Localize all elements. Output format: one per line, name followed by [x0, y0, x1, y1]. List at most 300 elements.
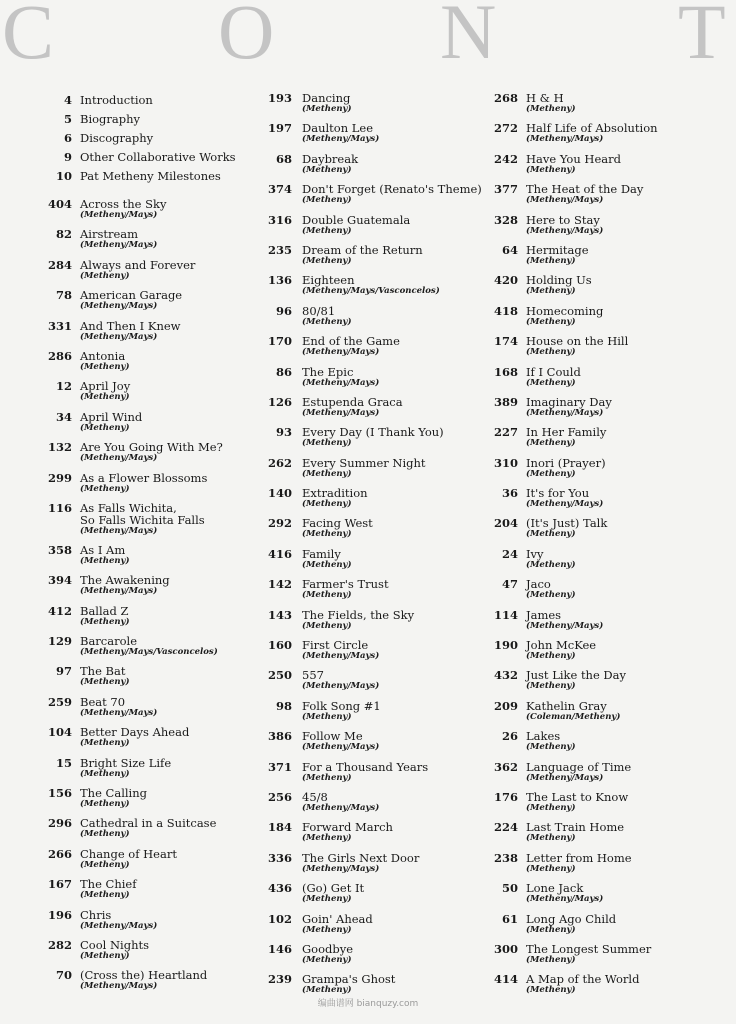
- toc-entry: [222, 453, 452, 483]
- song-title: Lakes: [526, 729, 561, 744]
- composer-credit: (Metheny): [302, 954, 352, 965]
- page-number: 129: [47, 634, 72, 649]
- toc-entry: [446, 878, 676, 908]
- song-title: Other Collaborative Works: [80, 150, 236, 164]
- song-title: House on the Hill: [526, 334, 629, 349]
- song-title: Cool Nights: [80, 937, 150, 952]
- toc-entry: [222, 483, 452, 513]
- page-number: 168: [493, 364, 518, 379]
- composer-credit: (Metheny): [526, 255, 576, 266]
- toc-entry: [222, 422, 452, 452]
- toc-entry: [0, 346, 230, 376]
- toc-entry: [446, 939, 676, 969]
- song-title: And Then I Knew: [80, 318, 181, 333]
- page-number: 242: [493, 151, 518, 166]
- song-title: Ivy: [526, 546, 544, 561]
- page-number: 316: [267, 212, 292, 227]
- intro-list: [0, 88, 236, 183]
- composer-credit: (Metheny): [526, 833, 576, 844]
- page-number: 436: [267, 881, 292, 896]
- composer-credit: (Metheny/Mays): [80, 586, 158, 597]
- intro-entry: [0, 126, 230, 145]
- composer-credit: (Metheny/Mays): [80, 525, 158, 536]
- composer-credit: (Metheny/Mays): [80, 301, 158, 312]
- toc-entry: [446, 635, 676, 665]
- page-number: 160: [267, 638, 292, 653]
- song-title: The Girls Next Door: [302, 850, 420, 865]
- composer-credit: (Metheny): [80, 616, 130, 627]
- composer-credit: (Metheny): [302, 499, 352, 510]
- page-number: 389: [493, 394, 518, 409]
- page-number: 93: [275, 425, 292, 440]
- composer-credit: (Metheny/Mays): [302, 347, 380, 358]
- song-title: Follow Me: [302, 729, 363, 744]
- toc-entry: [446, 817, 676, 847]
- toc-entry: [222, 939, 452, 969]
- page-number: 82: [55, 227, 72, 242]
- banner-letter: N: [440, 0, 497, 75]
- song-title: Just Like the Day: [526, 668, 627, 683]
- composer-credit: (Metheny): [302, 104, 352, 114]
- song-title: Beat 70: [80, 694, 126, 709]
- song-title: Better Days Ahead: [80, 725, 190, 740]
- composer-credit: (Metheny/Mays): [526, 195, 604, 206]
- composer-credit: (Metheny/Mays): [302, 742, 380, 753]
- composer-credit: (Metheny/Mays): [526, 134, 604, 145]
- toc-entry: [0, 285, 230, 315]
- song-title: The Longest Summer: [526, 941, 652, 956]
- composer-credit: (Metheny): [80, 392, 130, 403]
- intro-entry: [0, 88, 230, 107]
- toc-entry: [222, 787, 452, 817]
- page-number: 296: [47, 816, 72, 831]
- song-title: The Chief: [80, 877, 137, 892]
- song-title: Letter from Home: [526, 850, 632, 865]
- toc-entry: [222, 331, 452, 361]
- song-title: Lone Jack: [526, 881, 584, 896]
- page-number: 386: [267, 729, 292, 744]
- toc-entry: [446, 696, 676, 726]
- composer-credit: (Metheny): [526, 954, 576, 965]
- page-number: 24: [501, 546, 518, 561]
- toc-entry: [0, 498, 230, 540]
- song-title: Every Day (I Thank You): [302, 425, 444, 440]
- page-number: 256: [267, 789, 292, 804]
- composer-credit: (Metheny/Mays): [80, 453, 158, 464]
- page-number: 96: [275, 303, 292, 318]
- composer-credit: (Metheny): [80, 829, 130, 840]
- song-title: Hermitage: [526, 242, 589, 257]
- page-number: 114: [493, 607, 518, 622]
- composer-credit: (Metheny/Mays): [80, 331, 158, 342]
- song-title: (Cross the) Heartland: [80, 968, 208, 983]
- composer-credit: (Metheny/Mays): [80, 240, 158, 251]
- watermark: 编曲谱网 bianquzy.com: [317, 999, 419, 1009]
- composer-credit: (Metheny): [526, 377, 576, 388]
- toc-entry: [0, 874, 230, 904]
- page-number: 374: [267, 182, 292, 197]
- page-number: 377: [493, 182, 518, 197]
- page-number: 156: [47, 786, 72, 801]
- toc-entry: [446, 210, 676, 240]
- toc-entry: [222, 270, 452, 300]
- page-number: 259: [47, 694, 72, 709]
- song-title: If I Could: [526, 364, 581, 379]
- toc-entry: [222, 392, 452, 422]
- song-title: Facing West: [302, 516, 373, 531]
- song-title: Discography: [80, 131, 154, 145]
- toc-entry: [0, 783, 230, 813]
- page-number: 418: [493, 303, 518, 318]
- composer-credit: (Metheny): [526, 559, 576, 570]
- page-number: 4: [63, 93, 72, 107]
- song-title: A Map of the World: [526, 972, 640, 987]
- toc-entry: [446, 574, 676, 604]
- toc-column-2: [222, 88, 482, 1000]
- song-title: American Garage: [80, 288, 183, 303]
- song-title: Jaco: [526, 577, 551, 592]
- song-title: Bright Size Life: [80, 755, 172, 770]
- song-title: Inori (Prayer): [526, 455, 606, 470]
- composer-credit: (Metheny): [80, 270, 130, 281]
- song-title: First Circle: [302, 638, 369, 653]
- song-title: As a Flower Blossoms: [80, 470, 208, 485]
- song-title: Change of Heart: [80, 846, 177, 861]
- toc-entry: [222, 757, 452, 787]
- toc-entry: [222, 817, 452, 847]
- page-number: 64: [501, 242, 518, 257]
- contents-banner: [0, 0, 736, 75]
- toc-entry: [446, 362, 676, 392]
- page-number: 176: [493, 789, 518, 804]
- page-number: 5: [63, 112, 72, 126]
- song-title: The Fields, the Sky: [302, 607, 415, 622]
- composer-credit: (Metheny): [302, 164, 352, 175]
- page-number: 238: [493, 850, 518, 865]
- page-number: 266: [47, 846, 72, 861]
- song-title: The Epic: [302, 364, 354, 379]
- page-number: 70: [55, 968, 72, 983]
- composer-credit: (Metheny/Mays): [302, 651, 380, 662]
- composer-credit: (Metheny/Mays): [526, 772, 604, 783]
- song-title: Half Life of Absolution: [526, 121, 658, 136]
- page-number: 268: [493, 91, 518, 105]
- toc-entry: [446, 301, 676, 331]
- toc-entry: [0, 813, 230, 843]
- composer-credit: (Metheny/Mays): [526, 407, 604, 418]
- page-number: 68: [275, 151, 292, 166]
- composer-credit: (Metheny): [302, 316, 352, 327]
- toc-entry: [222, 574, 452, 604]
- song-title: Holding Us: [526, 273, 592, 288]
- composer-credit: (Metheny): [80, 799, 130, 810]
- song-title: Imaginary Day: [526, 394, 612, 409]
- page-number: 299: [47, 470, 72, 485]
- toc-entry: [0, 540, 230, 570]
- page-number: 126: [267, 394, 292, 409]
- page-number: 394: [47, 573, 72, 588]
- toc-entry: [0, 601, 230, 631]
- song-title: Dream of the Return: [302, 242, 423, 257]
- song-title: 557: [302, 668, 324, 683]
- song-title: Folk Song #1: [302, 698, 381, 713]
- toc-entry: [0, 376, 230, 406]
- composer-credit: (Metheny/Mays): [302, 681, 380, 692]
- song-title: Goin' Ahead: [302, 911, 373, 926]
- song-title: For a Thousand Years: [302, 759, 429, 774]
- toc-entry: [446, 392, 676, 422]
- toc-entry: [0, 224, 230, 254]
- page-number: 10: [55, 169, 72, 183]
- toc-entry: [446, 270, 676, 300]
- toc-entry: [446, 331, 676, 361]
- composer-credit: (Metheny): [526, 286, 576, 297]
- song-title: Eighteen: [302, 273, 355, 288]
- song-title: Pat Metheny Milestones: [80, 169, 221, 183]
- composer-credit: (Metheny): [80, 483, 130, 494]
- page-number: 78: [55, 288, 72, 303]
- page-number: 102: [267, 911, 292, 926]
- page-number: 146: [267, 941, 292, 956]
- song-title: It's for You: [526, 486, 590, 501]
- song-title: Family: [302, 546, 341, 561]
- song-title: 45/8: [302, 789, 328, 804]
- composer-credit: (Metheny/Mays): [302, 134, 380, 145]
- composer-credit: (Metheny): [526, 985, 576, 996]
- toc-entry: [446, 605, 676, 635]
- song-title: Chris: [80, 907, 112, 922]
- composer-credit: (Metheny): [526, 590, 576, 601]
- composer-credit: (Metheny): [80, 890, 130, 901]
- composer-credit: (Metheny): [302, 225, 352, 236]
- toc-entry: [222, 513, 452, 543]
- page-number: 262: [267, 455, 292, 470]
- toc-entry: [446, 422, 676, 452]
- composer-credit: (Coleman/Metheny): [526, 711, 621, 722]
- toc-entry: [222, 605, 452, 635]
- song-title: The Calling: [80, 786, 147, 801]
- song-title: In Her Family: [526, 425, 607, 440]
- banner-letter: C: [2, 0, 55, 75]
- song-title: Have You Heard: [526, 151, 621, 166]
- song-title: 80/81: [302, 303, 336, 318]
- toc-entry: [446, 848, 676, 878]
- page-number: 371: [267, 759, 292, 774]
- page-number: 47: [501, 577, 518, 592]
- toc-entry: [222, 848, 452, 878]
- composer-credit: (Metheny/Mays): [302, 802, 380, 813]
- toc-entry: [222, 240, 452, 270]
- page-number: 420: [493, 273, 518, 288]
- page-number: 272: [493, 121, 518, 136]
- song-title: The Bat: [80, 664, 126, 679]
- page-number: 34: [55, 409, 72, 424]
- song-title: Forward March: [302, 820, 393, 835]
- page-number: 26: [501, 729, 518, 744]
- toc-entry: [446, 513, 676, 543]
- song-title: John McKee: [526, 638, 597, 653]
- song-title: As Falls Wichita, So Falls Wichita Falls: [80, 500, 205, 528]
- composer-credit: (Metheny): [526, 651, 576, 662]
- toc-entry: [446, 665, 676, 695]
- song-title: James: [526, 607, 562, 622]
- composer-credit: (Metheny): [80, 950, 130, 961]
- page-number: 167: [47, 877, 72, 892]
- page-number: 98: [275, 698, 292, 713]
- song-title: (Go) Get It: [302, 881, 365, 896]
- composer-credit: (Metheny): [526, 529, 576, 540]
- page-number: 239: [267, 972, 292, 987]
- toc-entry: [222, 635, 452, 665]
- song-title: Last Train Home: [526, 820, 625, 835]
- page-number: 6: [63, 131, 72, 145]
- toc-entry: [446, 453, 676, 483]
- page-number: 196: [47, 907, 72, 922]
- composer-credit: (Metheny): [302, 772, 352, 783]
- song-title: As I Am: [80, 542, 126, 557]
- page-number: 193: [267, 91, 292, 105]
- toc-entry: [446, 726, 676, 756]
- intro-entry: [0, 164, 230, 183]
- composer-credit: (Metheny): [302, 529, 352, 540]
- composer-credit: (Metheny): [80, 422, 130, 433]
- toc-entry: [222, 544, 452, 574]
- toc-entry: [0, 753, 230, 783]
- song-title: Here to Stay: [526, 212, 600, 227]
- composer-credit: (Metheny/Mays): [526, 225, 604, 236]
- page-number: 136: [267, 273, 292, 288]
- toc-entry: [0, 437, 230, 467]
- composer-credit: (Metheny/Mays): [80, 707, 158, 718]
- banner-letter: O: [218, 0, 275, 75]
- page-number: 235: [267, 242, 292, 257]
- composer-credit: (Metheny): [80, 361, 130, 372]
- song-title: End of the Game: [302, 334, 400, 349]
- composer-credit: (Metheny): [526, 164, 576, 175]
- page-number: 282: [47, 937, 72, 952]
- toc-entry: [0, 194, 230, 224]
- page-number: 86: [275, 364, 292, 379]
- composer-credit: (Metheny): [302, 894, 352, 905]
- toc-entry: [222, 878, 452, 908]
- page-number: 412: [47, 603, 72, 618]
- page-number: 174: [493, 334, 518, 349]
- song-title: Always and Forever: [80, 257, 196, 272]
- composer-credit: (Metheny): [80, 738, 130, 749]
- song-title: The Last to Know: [526, 789, 629, 804]
- composer-credit: (Metheny/Mays): [80, 920, 158, 931]
- toc-entry: [0, 905, 230, 935]
- toc-entry: [0, 661, 230, 691]
- page-number: 286: [47, 348, 72, 363]
- song-title: Don't Forget (Renato's Theme): [302, 182, 482, 197]
- page-number: 227: [493, 425, 518, 440]
- song-title: Ballad Z: [80, 603, 129, 618]
- song-title: Long Ago Child: [526, 911, 617, 926]
- composer-credit: (Metheny): [526, 924, 576, 935]
- toc-entry: [0, 722, 230, 752]
- composer-credit: (Metheny/Mays): [80, 981, 158, 992]
- page-number: 104: [47, 725, 72, 740]
- toc-entry: [222, 726, 452, 756]
- song-title: Extradition: [302, 486, 368, 501]
- page-number: 97: [55, 664, 72, 679]
- composer-credit: (Metheny): [526, 742, 576, 753]
- page-number: 328: [493, 212, 518, 227]
- composer-credit: (Metheny): [302, 438, 352, 449]
- toc-entry: [0, 935, 230, 965]
- toc-entry: [0, 631, 230, 661]
- toc-entry: [222, 118, 452, 148]
- composer-credit: (Metheny): [80, 677, 130, 688]
- page-number: 250: [267, 668, 292, 683]
- page-number: 362: [493, 759, 518, 774]
- song-title: Daybreak: [302, 151, 359, 166]
- song-title: (It's Just) Talk: [526, 516, 608, 531]
- toc-entry: [222, 909, 452, 939]
- song-title: Airstream: [80, 227, 139, 242]
- song-title: H & H: [526, 91, 564, 105]
- composer-credit: (Metheny): [302, 468, 352, 479]
- page-number: 184: [267, 820, 292, 835]
- toc-entry: [446, 118, 676, 148]
- toc-entry: [446, 787, 676, 817]
- toc-entry: [446, 179, 676, 209]
- intro-entry: [0, 145, 236, 164]
- song-title: Grampa's Ghost: [302, 972, 396, 987]
- composer-credit: (Metheny/Mays): [526, 499, 604, 510]
- toc-entry: [446, 149, 676, 179]
- composer-credit: (Metheny): [526, 863, 576, 874]
- page-number: 197: [267, 121, 292, 136]
- page-number: 143: [267, 607, 292, 622]
- page-number: 36: [501, 486, 518, 501]
- song-title: Homecoming: [526, 303, 604, 318]
- composer-credit: (Metheny): [526, 316, 576, 327]
- toc-entry: [446, 88, 676, 118]
- composer-credit: (Metheny): [526, 802, 576, 813]
- page-number: 204: [493, 516, 518, 531]
- toc-entry: [222, 362, 452, 392]
- page-number: 416: [267, 546, 292, 561]
- page-number: 224: [493, 820, 518, 835]
- song-title: Introduction: [80, 93, 153, 107]
- song-title: Every Summer Night: [302, 455, 426, 470]
- page-number: 132: [47, 440, 72, 455]
- song-title: Language of Time: [526, 759, 632, 774]
- composer-credit: (Metheny/Mays): [526, 620, 604, 631]
- composer-credit: (Metheny): [302, 255, 352, 266]
- song-title: Across the Sky: [80, 197, 167, 211]
- song-title: Are You Going With Me?: [80, 440, 223, 455]
- composer-credit: (Metheny): [302, 195, 352, 206]
- composer-credit: (Metheny/Mays/Vasconcelos): [302, 286, 440, 297]
- toc-entry: [446, 240, 676, 270]
- page-number: 358: [47, 542, 72, 557]
- toc-entry: [222, 665, 452, 695]
- composer-credit: (Metheny): [302, 985, 352, 996]
- song-title: Biography: [80, 112, 141, 126]
- composer-credit: (Metheny): [80, 768, 130, 779]
- composer-credit: (Metheny): [302, 833, 352, 844]
- toc-entry: [446, 757, 676, 787]
- toc-entry: [222, 210, 452, 240]
- song-title: Antonia: [80, 348, 126, 363]
- composer-credit: (Metheny): [80, 555, 130, 566]
- composer-credit: (Metheny/Mays): [80, 210, 158, 220]
- toc-entry: [0, 570, 230, 600]
- page-number: 414: [493, 972, 518, 987]
